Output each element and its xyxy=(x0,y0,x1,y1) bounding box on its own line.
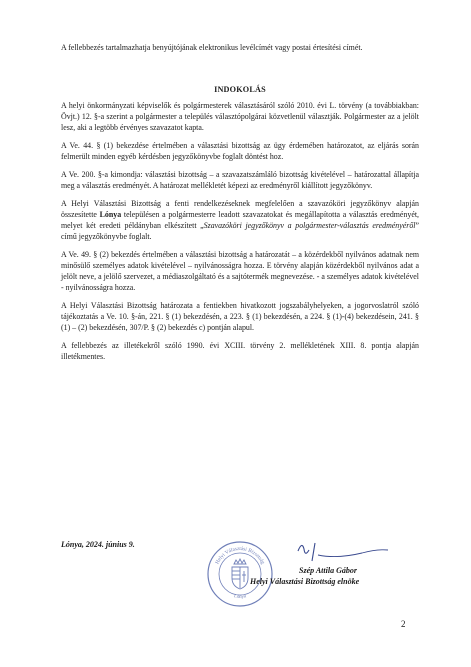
official-stamp xyxy=(206,540,274,608)
paragraph-result-middle: településen a polgármesterre leadott szavazatokat és megállapította a választás eredményét, melyet két eredeti példányban elkészített „ xyxy=(61,210,419,230)
coat-of-arms-icon xyxy=(232,559,248,589)
paragraph-result-before: A Helyi Választási Bizottság a fenti rendelkezéseknek megfelelően a szavazóköri jegyzőkönyv alapján összesítette xyxy=(61,199,419,219)
body-paragraphs xyxy=(61,100,419,369)
intro-paragraph: A fellebbezés tartalmazhatja benyújtójának elektronikus levélcímét vagy postai értesítési címét. xyxy=(61,43,363,52)
signatory-title: Helyi Választási Bizottság elnöke xyxy=(250,577,360,586)
paragraph-result xyxy=(61,198,419,242)
paragraph-ovjt: A helyi önkormányzati képviselők és polgármesterek választásáról szóló 2010. évi L. törvény (a továbbiakban: Övjt.) 12. §-a szerint a polgármester a település választópolgárai közvetlenül választják. Polgármester az a jelölt lesz, aki a legtöbb érvényes szavazatot kapta. xyxy=(61,101,419,132)
handwritten-signature xyxy=(292,537,392,567)
stamp-bottom-text: Lónya xyxy=(233,594,247,601)
paragraph-result-after: ” című jegyzőkönyvbe foglalt. xyxy=(61,221,419,241)
paragraph-ve-49: A Ve. 49. § (2) bekezdés értelmében a választási bizottság a határozatát – a közérdekből nyilvános adatnak nem minősülő személyes adatok kivételével – nyilvánosságra hozza. E törvény alapján közérdekből nyilvános adat a jelölt neve, a jelölő szervezet, a médiaszolgáltató és a sajtótermék megnevezése. - a személyes adatok kivételével - nyilvánosságra hozza. xyxy=(61,250,419,292)
stamp-ring-text: Helyi Választási Bizottság xyxy=(214,545,266,566)
place-date: Lónya, 2024. június 9. xyxy=(61,540,135,549)
section-heading: INDOKOLÁS xyxy=(214,85,266,94)
signatory-name: Szép Attila Gábor xyxy=(299,566,357,575)
page-number: 2 xyxy=(401,619,406,629)
paragraph-legal-basis: A Helyi Választási Bizottság határozata a fentiekben hivatkozott jogszabályhelyeken, a jogorvoslatról szóló tájékoztatás a Ve. 10. §-án, 221. § (1) bekezdésén, a 223. § (1) bekezdésén, a 224. § (1)-(4) bekezdésein, 241. § (1) – (2) bekezdésén, 307/P. § (2) bekezdés c) pontján alapul. xyxy=(61,301,419,332)
protocol-title: Szavazóköri jegyzőkönyv a polgármester-választás eredményéről xyxy=(203,221,416,230)
paragraph-ve-200: A Ve. 200. §-a kimondja: választási bizottság – a szavazatszámláló bizottság kivételével – határozattal állapítja meg a választás eredményét. A határozat mellékletét képezi az eredményről kiállított jegyzőkönyv. xyxy=(61,170,419,190)
paragraph-ve-44: A Ve. 44. § (1) bekezdése értelmében a választási bizottság az ügy érdemében határozatot, az eljárás során felmerült minden egyéb kérdésben jegyzőkönyvbe foglalt döntést hoz. xyxy=(61,141,419,161)
intro-block xyxy=(61,42,419,60)
paragraph-fee: A fellebbezés az illetékekről szóló 1990. évi XCIII. törvény 2. mellékletének XIII. 8. pontja alapján illetékmentes. xyxy=(61,341,419,361)
place-name: Lónya xyxy=(99,210,122,219)
